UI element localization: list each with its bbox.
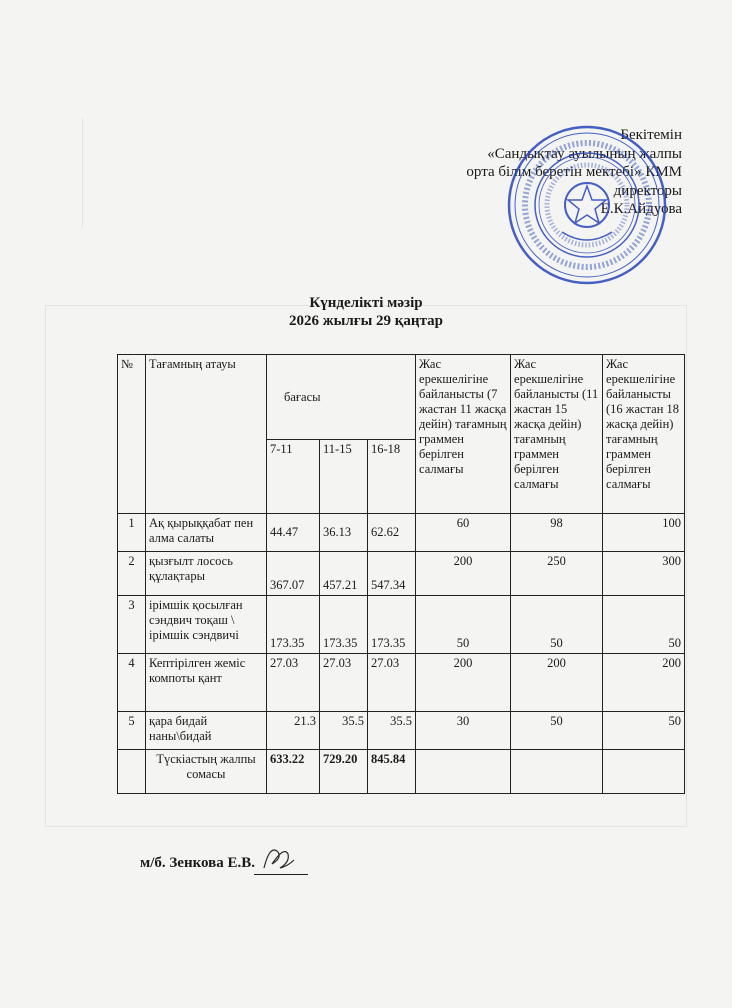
menu-date: 2026 жылғы 29 қаңтар xyxy=(289,313,443,329)
total-empty-cell xyxy=(416,750,511,794)
col-num-header: № xyxy=(118,355,146,514)
price-11-15: 173.35 xyxy=(320,596,368,654)
price-11-15: 457.21 xyxy=(320,552,368,596)
bleed-through xyxy=(82,118,383,228)
approval-line-3: орта білім беретін мектебі» КММ xyxy=(466,164,682,180)
table-row xyxy=(118,552,685,596)
approval-line-2: «Сандықтау ауылының жалпы xyxy=(487,145,682,162)
table-row xyxy=(118,654,685,712)
price-16-18: 27.03 xyxy=(368,654,416,712)
weight-16-18: 100 xyxy=(603,514,685,552)
col-name-header: Тағамның атауы xyxy=(146,355,267,514)
weight-11-15: 50 xyxy=(511,596,603,654)
row-num: 2 xyxy=(118,552,146,596)
weight-7-11: 200 xyxy=(416,654,511,712)
dish-name: Ақ қырыққабат пен алма салаты xyxy=(146,514,267,552)
total-11-15: 729.20 xyxy=(320,750,368,794)
total-label: Түскіастың жалпы сомасы xyxy=(146,750,267,794)
total-empty-cell xyxy=(511,750,603,794)
header-row-1 xyxy=(118,355,685,440)
col-price-header xyxy=(267,355,416,440)
row-num: 4 xyxy=(118,654,146,712)
weight-7-11: 200 xyxy=(416,552,511,596)
menu-table xyxy=(117,354,685,794)
price-16-18: 35.5 xyxy=(368,712,416,750)
table-row xyxy=(118,514,685,552)
page-title: Күнделікті мәзір xyxy=(309,295,423,311)
dish-name: қызғылт лосось құлақтары xyxy=(146,552,267,596)
approval-line-5: Е.К.Айдуова xyxy=(600,201,682,217)
dish-name: қара бидай наны\бидай xyxy=(146,712,267,750)
weight-7-11: 60 xyxy=(416,514,511,552)
table-row xyxy=(118,712,685,750)
total-num-cell xyxy=(118,750,146,794)
row-num: 3 xyxy=(118,596,146,654)
weight-11-15: 98 xyxy=(511,514,603,552)
weight-16-18: 300 xyxy=(603,552,685,596)
col-weight-11-15-header: Жас ерекшелігіне байланысты (11 жастан 15 жасқа дейін) тағамның граммен берілген салмағы xyxy=(511,355,603,514)
weight-11-15: 50 xyxy=(511,712,603,750)
weight-7-11: 30 xyxy=(416,712,511,750)
weight-16-18: 200 xyxy=(603,654,685,712)
total-row xyxy=(118,750,685,794)
weight-16-18: 50 xyxy=(603,596,685,654)
col-weight-7-11-header: Жас ерекшелігіне байланысты (7 жастан 11 жасқа дейін) тағамның граммен берілген салмағы xyxy=(416,355,511,514)
price-16-18: 62.62 xyxy=(368,514,416,552)
approval-line-1: Бекітемін xyxy=(620,127,682,143)
handwritten-signature-icon xyxy=(258,838,298,878)
price-7-11: 27.03 xyxy=(267,654,320,712)
weight-11-15: 200 xyxy=(511,654,603,712)
weight-7-11: 50 xyxy=(416,596,511,654)
price-header-label: бағасы xyxy=(284,389,321,404)
nurse-signature-text: м/б. Зенкова Е.В. xyxy=(140,855,256,871)
price-7-11: 173.35 xyxy=(267,596,320,654)
total-7-11: 633.22 xyxy=(267,750,320,794)
approval-line-4: директоры xyxy=(613,182,682,199)
dish-name: Кептірілген жеміс компоты қант xyxy=(146,654,267,712)
price-11-15: 27.03 xyxy=(320,654,368,712)
price-16-18: 173.35 xyxy=(368,596,416,654)
price-7-11: 367.07 xyxy=(267,552,320,596)
dish-name: ірімшік қосылған сэндвич тоқаш \ ірімшік сэндвичі xyxy=(146,596,267,654)
row-num: 5 xyxy=(118,712,146,750)
price-7-11: 21.3 xyxy=(267,712,320,750)
price-11-15: 35.5 xyxy=(320,712,368,750)
price-16-18: 547.34 xyxy=(368,552,416,596)
total-empty-cell xyxy=(603,750,685,794)
price-7-11: 44.47 xyxy=(267,514,320,552)
age-16-18-header: 16-18 xyxy=(368,440,416,514)
price-11-15: 36.13 xyxy=(320,514,368,552)
row-num: 1 xyxy=(118,514,146,552)
table-row xyxy=(118,596,685,654)
official-seal-icon xyxy=(506,124,668,286)
weight-11-15: 250 xyxy=(511,552,603,596)
age-7-11-header: 7-11 xyxy=(267,440,320,514)
col-weight-16-18-header: Жас ерекшелігіне байланысты (16 жастан 18 жасқа дейін) тағамның граммен берілген салмағы xyxy=(603,355,685,514)
weight-16-18: 50 xyxy=(603,712,685,750)
age-11-15-header: 11-15 xyxy=(320,440,368,514)
total-16-18: 845.84 xyxy=(368,750,416,794)
